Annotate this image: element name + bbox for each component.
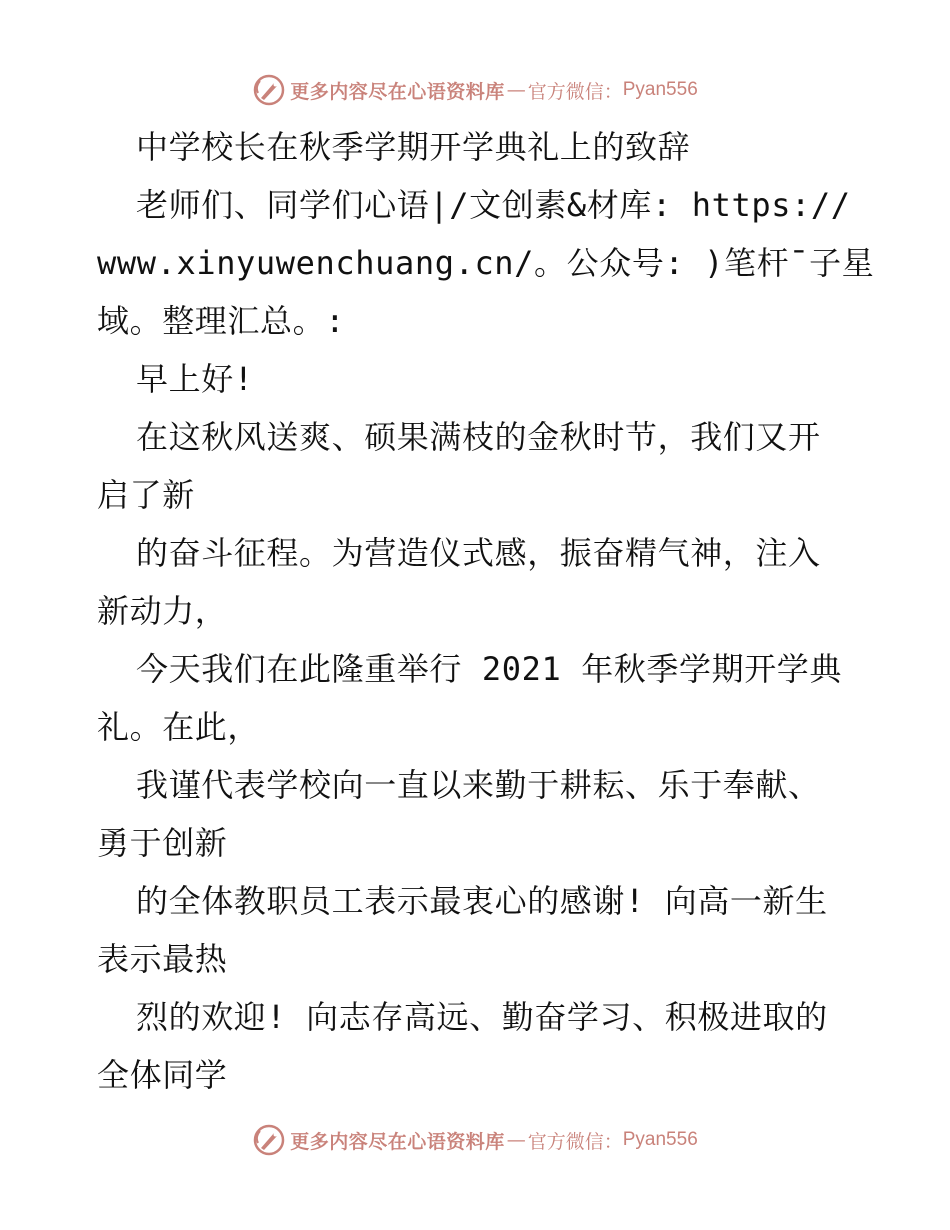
text-line: 的奋斗征程。为营造仪式感，振奋精气神，注入 [136, 534, 821, 572]
watermark-text: 更多内容尽在心语资料库 [290, 1130, 505, 1153]
text-line: 礼。在此， [97, 708, 261, 746]
watermark-separator: — [506, 79, 526, 101]
document-title: 中学校长在秋季学期开学典礼上的致辞 [136, 128, 691, 166]
text-line: 域。整理汇总。: [97, 302, 346, 340]
pen-nib-logo-icon [252, 73, 286, 107]
text-line: 全体同学 [97, 1056, 228, 1094]
text-line: 今天我们在此隆重举行 2021 年秋季学期开学典 [136, 650, 842, 688]
text-line: 在这秋风送爽、硕果满枝的金秋时节，我们又开 [136, 418, 821, 456]
text-line: 早上好! [136, 360, 254, 398]
document-body [97, 118, 875, 1104]
header-watermark [0, 70, 950, 110]
footer-watermark [0, 1120, 950, 1160]
watermark-text: 更多内容尽在心语资料库 [290, 80, 505, 103]
watermark-separator: — [506, 1129, 526, 1151]
pen-nib-logo-icon [252, 1123, 286, 1157]
text-line: 老师们、同学们心语|/文创素&材库: https:// [136, 186, 851, 224]
text-line: 烈的欢迎! 向志存高远、勤奋学习、积极进取的 [136, 998, 828, 1036]
text-line: 勇于创新 [97, 824, 228, 862]
watermark-wechat-id: Pyan556 [622, 1129, 698, 1150]
watermark-wechat-label: 官方微信： [527, 1130, 623, 1153]
text-line: 新动力， [97, 592, 228, 630]
watermark-wechat-id: Pyan556 [622, 79, 698, 100]
text-line: 的全体教职员工表示最衷心的感谢! 向高一新生 [136, 882, 828, 920]
text-line: 启了新 [97, 476, 195, 514]
text-line: www.xinyuwenchuang.cn/。公众号: )笔杆¯子星 [97, 244, 875, 282]
text-line: 表示最热 [97, 940, 228, 978]
watermark-wechat-label: 官方微信： [527, 80, 623, 103]
text-line: 我谨代表学校向一直以来勤于耕耘、乐于奉献、 [136, 766, 821, 804]
